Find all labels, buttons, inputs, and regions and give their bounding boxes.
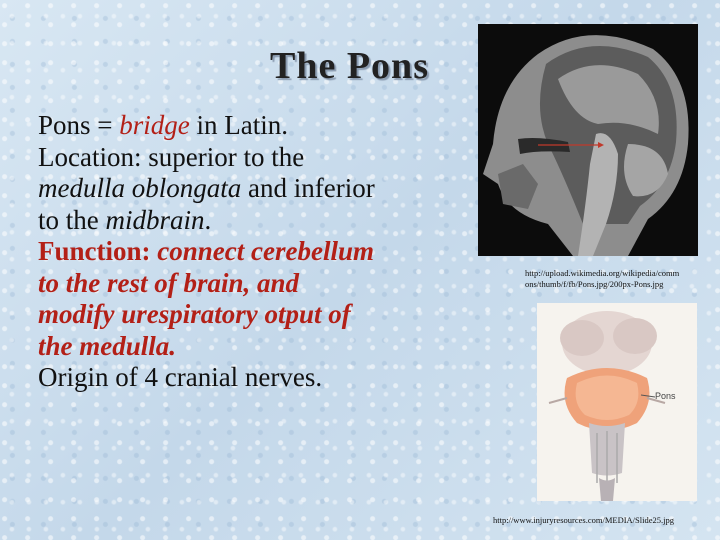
line-location-2	[38, 173, 458, 205]
term-medulla: medulla oblongata	[38, 173, 242, 203]
slide-title: The Pons	[270, 45, 429, 87]
text-span: Pons =	[38, 110, 120, 140]
caption-line: http://upload.wikimedia.org/wikipedia/comm	[525, 268, 680, 278]
mri-sagittal-image	[478, 24, 698, 256]
brainstem-source-caption: http://www.injuryresources.com/MEDIA/Slide25.jpg	[493, 515, 674, 525]
text-span: in Latin.	[189, 110, 288, 140]
text-span: .	[204, 204, 212, 235]
line-definition	[38, 110, 458, 142]
mri-source-caption	[525, 268, 679, 290]
function-label: Function:	[38, 236, 158, 266]
line-location-3	[38, 205, 458, 237]
text-span: to the	[38, 204, 106, 235]
line-function-3: modify urespiratory otput of	[38, 299, 351, 329]
brainstem-drawing	[537, 303, 697, 501]
line-location: Location: superior to the	[38, 141, 305, 172]
line-function	[38, 236, 458, 268]
line-function-4: the medulla.	[38, 330, 177, 361]
term-bridge: bridge	[119, 110, 190, 140]
slide-body-text	[38, 110, 458, 394]
line-function-2: to the rest of brain, and	[38, 267, 300, 298]
pons-label: Pons	[655, 391, 676, 401]
brainstem-illustration	[537, 303, 697, 501]
text-span: and inferior	[241, 173, 375, 203]
term-midbrain: midbrain	[105, 204, 205, 235]
mri-illustration	[478, 24, 698, 256]
caption-line: ons/thumb/f/fb/Pons.jpg/200px-Pons.jpg	[525, 279, 664, 289]
function-text: connect cerebellum	[157, 236, 374, 266]
line-origin: Origin of 4 cranial nerves.	[38, 362, 323, 392]
